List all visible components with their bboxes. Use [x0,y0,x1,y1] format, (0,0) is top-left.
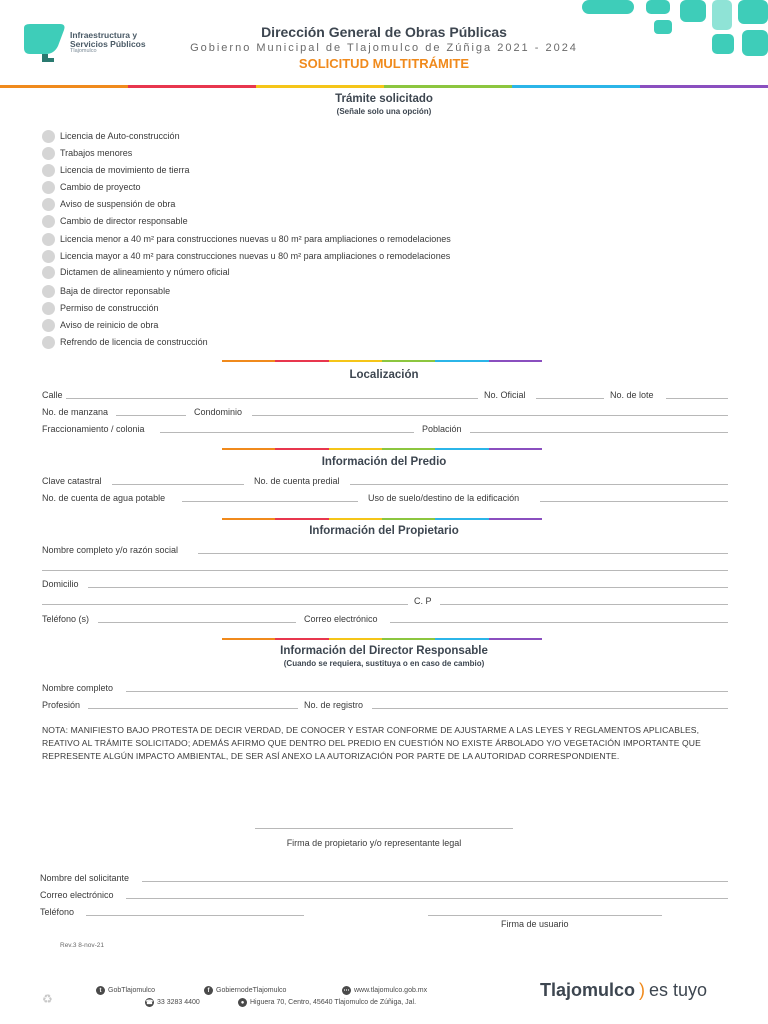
cp-label: C. P [414,596,432,606]
poblacion-field[interactable] [470,432,728,433]
tramite-option[interactable] [42,265,230,279]
tramite-option[interactable] [42,284,170,298]
tramite-option-label: Baja de director reponsable [60,286,171,296]
tramite-option[interactable] [42,232,451,246]
twitter-text: GobTlajomulco [108,987,156,994]
no-manzana-label: No. de manzana [42,407,109,417]
tramite-option-label: Cambio de proyecto [60,182,141,192]
page-subtitle: Gobierno Municipal de Tlajomulco de Zúñiga 2021 - 2024 [190,42,578,54]
propietario-correo-label: Correo electrónico [304,614,378,624]
radio-button[interactable] [42,285,55,298]
web-icon: ⋯ [343,988,350,994]
tramite-option-label: Licencia menor a 40 m² para construcciones nuevas u 80 m² para ampliaciones o remodelaciones [60,234,451,244]
radio-button[interactable] [42,336,55,349]
profesion-field[interactable] [88,708,298,709]
radio-button[interactable] [42,266,55,279]
domicilio-label: Domicilio [42,579,79,589]
cuenta-predial-field[interactable] [350,484,728,485]
footer-web[interactable] [342,986,427,995]
firma-usuario-field[interactable] [428,915,662,916]
domicilio-field-2[interactable] [42,604,408,605]
tramite-option[interactable] [42,214,188,228]
clave-catastral-field[interactable] [112,484,244,485]
web-text: www.tlajomulco.gob.mx [354,987,428,994]
address-text: Higuera 70, Centro, 45640 Tlajomulco de Zúñiga, Jal. [250,999,417,1006]
tramite-option-label: Licencia mayor a 40 m² para construcciones nuevas u 80 m² para ampliaciones o remodelaciones [60,251,451,261]
solicitante-correo-label: Correo electrónico [40,890,114,900]
cuenta-agua-label: No. de cuenta de agua potable [42,493,166,503]
tramite-option[interactable] [42,163,190,177]
propietario-correo-field[interactable] [390,622,728,623]
divider-localizacion [222,360,542,362]
fraccionamiento-label: Fraccionamiento / colonia [42,424,145,434]
decorative-shapes-icon [560,0,768,60]
clave-catastral-label: Clave catastral [42,476,102,486]
radio-button[interactable] [42,130,55,143]
solicitante-nombre-field[interactable] [142,881,728,882]
divider-director [222,638,542,640]
tramite-note: (Señale solo una opción) [336,107,432,116]
propietario-title: Información del Propietario [309,525,459,537]
fraccionamiento-field[interactable] [160,432,414,433]
radio-button[interactable] [42,164,55,177]
footer-phone [145,998,200,1007]
radio-button[interactable] [42,250,55,263]
page-title: Dirección General de Obras Públicas [261,24,507,40]
predio-title: Información del Predio [321,456,447,468]
solicitante-telefono-label: Teléfono [40,907,75,917]
no-lote-label: No. de lote [610,390,654,400]
poblacion-label: Población [422,424,462,434]
recycle-icon: ♻ [42,992,53,1006]
director-nombre-field[interactable] [126,691,728,692]
condominio-label: Condominio [194,407,243,417]
tramite-option[interactable] [42,197,175,211]
tramite-option[interactable] [42,249,450,263]
footer-address [238,998,416,1007]
brand-slogan: es tuyo [649,980,708,1000]
tramite-option-label: Trabajos menores [60,148,133,158]
logo-line-1: Infraestructura y [70,30,138,40]
condominio-field[interactable] [252,415,728,416]
brand-name: Tlajomulco [540,980,636,1000]
tramite-option-label: Cambio de director responsable [60,216,188,226]
propietario-nombre-label: Nombre completo y/o razón social [42,545,179,555]
calle-field[interactable] [66,398,478,399]
director-note: (Cuando se requiera, sustituya o en caso de cambio) [283,659,485,668]
tramite-title: Trámite solicitado [335,93,433,105]
facebook-text: GobiernodeTlajomulco [216,987,287,994]
divider-predio [222,448,542,450]
propietario-nombre-field[interactable] [198,553,728,554]
solicitante-correo-field[interactable] [126,898,728,899]
tramite-option-label: Refrendo de licencia de construcción [60,337,208,347]
cp-field[interactable] [440,604,728,605]
solicitante-nombre-label: Nombre del solicitante [40,873,130,883]
tramite-option[interactable] [42,180,141,194]
radio-button[interactable] [42,319,55,332]
cuenta-agua-field[interactable] [182,501,358,502]
propietario-telefono-label: Teléfono (s) [42,614,90,624]
tramite-option-label: Licencia de movimiento de tierra [60,165,190,175]
tramite-option-label: Dictamen de alineamiento y número oficial [60,267,230,277]
tlajomulco-brand [540,980,707,1001]
phone-icon: ☎ [145,1000,154,1006]
no-registro-field[interactable] [372,708,728,709]
form-title: SOLICITUD MULTITRÁMITE [298,56,470,71]
footer-twitter[interactable] [96,986,155,995]
propietario-telefono-field[interactable] [98,622,296,623]
brand-separator: ) [639,980,646,1000]
cuenta-predial-label: No. de cuenta predial [254,476,340,486]
no-lote-field[interactable] [666,398,728,399]
uso-suelo-label: Uso de suelo/destino de la edificación [368,493,520,503]
nota-text: NOTA: MANIFIESTO BAJO PROTESTA DE DECIR VERDAD, DE CONOCER Y ESTAR CONFORME DE AJUSTARME A LAS LEYES Y REGLAMENTOS APLICABLES, REATIVO AL TRÁMITE SOLICITADO; ADEMÁS AFIRMO QUE DENTRO DEL PREDIO EN CUESTIÓN NO EXISTE ÁRBOLADO Y/O VEGETACIÓN IMPORTANTE QUE REPRESENTE ALGÚN IMPACTO AMBIENTAL, DE SER ASÍ ANEXO LA AUTORIZACIÓN POR PARTE DE LA AUTORIDAD CORRESPONDIENTE. [42,725,701,761]
no-oficial-label: No. Oficial [484,390,526,400]
calle-label: Calle [42,390,63,400]
footer-facebook[interactable] [204,986,286,995]
tramite-option[interactable] [42,146,132,160]
radio-button[interactable] [42,233,55,246]
tramite-option-label: Aviso de reinicio de obra [60,320,159,330]
no-oficial-field[interactable] [536,398,604,399]
propietario-nombre-field-2[interactable] [42,570,728,571]
tramite-option-label: Aviso de suspensión de obra [60,199,176,209]
uso-suelo-field[interactable] [540,501,728,502]
phone-text: 33 3283 4400 [157,999,200,1006]
twitter-icon: t [96,986,105,995]
divider-propietario [222,518,542,520]
facebook-icon: f [204,986,213,995]
tramite-option[interactable] [42,318,158,332]
radio-button[interactable] [42,215,55,228]
revision-text: Rev.3 8-nov-21 [60,942,104,949]
location-pin-icon: ● [238,998,247,1007]
firma-propietario-label: Firma de propietario y/o representante legal [286,838,462,848]
director-nombre-label: Nombre completo [42,683,114,693]
header-color-bar [0,85,768,88]
logo-subtext: Tlajomulco [70,48,97,54]
radio-button[interactable] [42,302,55,315]
localizacion-title: Localización [349,369,419,381]
tramite-option[interactable] [42,301,159,315]
radio-button[interactable] [42,198,55,211]
firma-usuario-label: Firma de usuario [501,919,569,929]
director-title: Información del Director Responsable [280,645,488,657]
tramite-option[interactable] [42,129,180,143]
logo-line-2: Servicios Públicos [70,39,146,49]
no-registro-label: No. de registro [304,700,364,710]
tramite-option-label: Permiso de construcción [60,303,159,313]
profesion-label: Profesión [42,700,81,710]
domicilio-field[interactable] [88,587,728,588]
solicitante-telefono-field[interactable] [86,915,304,916]
tramite-option[interactable] [42,335,208,349]
firma-propietario-field[interactable] [255,828,513,829]
radio-button[interactable] [42,181,55,194]
no-manzana-field[interactable] [116,415,186,416]
tramite-option-label: Licencia de Auto-construcción [60,131,180,141]
radio-button[interactable] [42,147,55,160]
